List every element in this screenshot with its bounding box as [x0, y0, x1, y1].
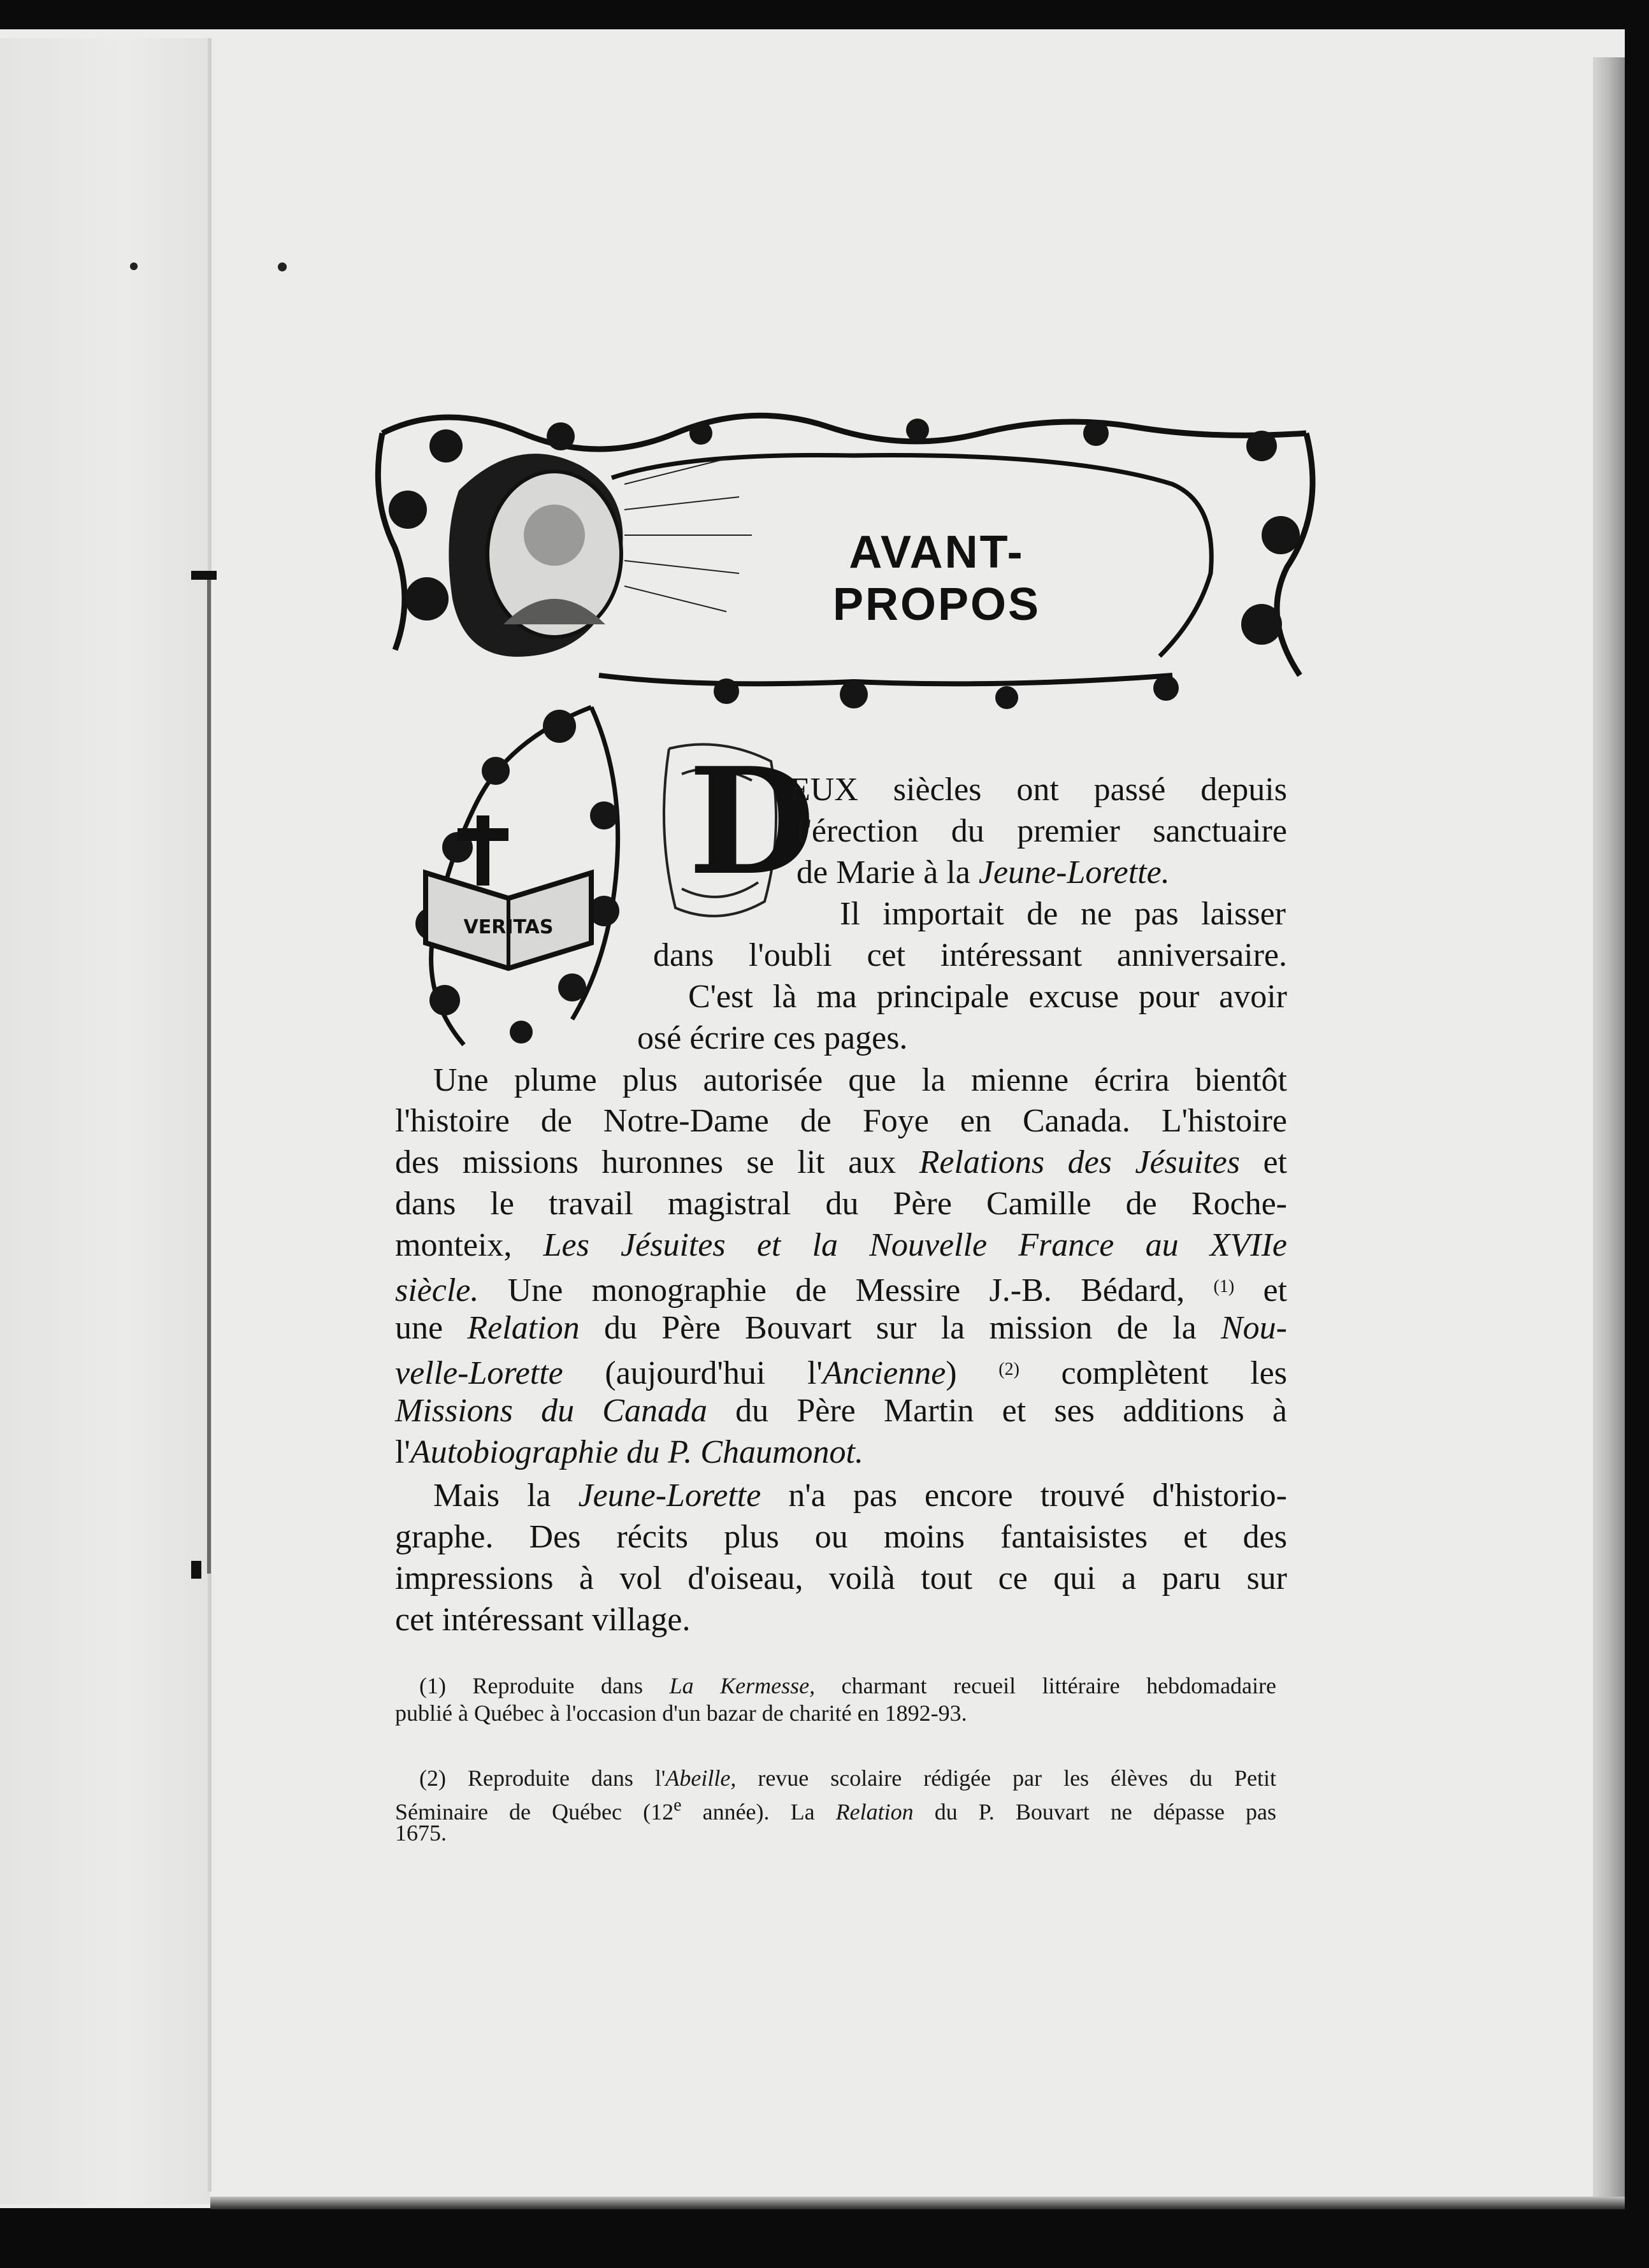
- binding-thread-top: [191, 571, 217, 580]
- paragraph-3-line-2: graphe. Des récits plus ou moins fantaisistes et des: [395, 1519, 1287, 1555]
- paragraph-2-line-6: siècle. Une monographie de Messire J.-B. Bédard, $^{(1)}$ et: [395, 1272, 1287, 1309]
- footnote-2-line-3: 1675.: [395, 1820, 447, 1846]
- book-inscription: VERITAS: [463, 916, 554, 938]
- page-title: AVANT-PROPOS: [832, 527, 1041, 630]
- binding-thread-bottom: [191, 1561, 201, 1579]
- paragraph-1-line-7: osé écrire ces pages.: [637, 1020, 908, 1056]
- speck: [130, 262, 138, 270]
- footnote-1-line-2: publié à Québec à l'occasion d'un bazar de charité en 1892-93.: [395, 1700, 967, 1726]
- vine-ornament-with-book: [381, 701, 630, 1058]
- paragraph-1-line-4: Il importait de ne pas laisser: [840, 896, 1286, 932]
- paragraph-1-line-3: de Marie à la Jeune-Lorette.: [796, 854, 1170, 891]
- binding-thread: [207, 580, 211, 1574]
- footnote-2-line-1: (2) Reproduite dans l'Abeille, revue scolaire rédigée par les élèves du Petit: [419, 1765, 1276, 1791]
- paragraph-2-line-3: des missions huronnes se lit aux Relations des Jésuites et: [395, 1144, 1287, 1181]
- page-right-edge: [1593, 57, 1625, 2204]
- paragraph-2-line-5: monteix, Les Jésuites et la Nouvelle France au XVIIe: [395, 1227, 1288, 1263]
- paragraph-2-line-8: velle-Lorette (aujourd'hui l'Ancienne) $^{(2)}$ complètent les: [395, 1355, 1287, 1391]
- paragraph-1-line-1: EUX siècles ont passé depuis: [790, 772, 1287, 808]
- footnote-2-line-2: Séminaire de Québec (12e année). La Relation du P. Bouvart ne dépasse pas: [395, 1795, 1276, 1825]
- paragraph-3-line-4: cet intéressant village.: [395, 1602, 691, 1638]
- paragraph-2-line-2: l'histoire de Notre-Dame de Foye en Canada. L'histoire: [395, 1103, 1287, 1139]
- paragraph-2-line-9: Missions du Canada du Père Martin et ses additions à: [395, 1393, 1287, 1429]
- drop-cap: D: [688, 736, 816, 908]
- paragraph-3-line-3: impressions à vol d'oiseau, voilà tout ce qui a paru sur: [395, 1560, 1287, 1597]
- paragraph-2-line-1: Une plume plus autorisée que la mienne écrira bientôt: [433, 1062, 1287, 1098]
- footnote-1-line-1: (1) Reproduite dans La Kermesse, charmant recueil littéraire hebdomadaire: [419, 1673, 1276, 1698]
- paragraph-1-line-6: C'est là ma principale excuse pour avoir: [688, 979, 1287, 1015]
- paragraph-2-line-4: dans le travail magistral du Père Camille de Roche-: [395, 1186, 1287, 1222]
- page-bottom-edge: [210, 2197, 1625, 2209]
- paragraph-2-line-10: l'Autobiographie du P. Chaumonot.: [395, 1434, 863, 1470]
- speck: [278, 262, 287, 271]
- paragraph-2-line-7: une Relation du Père Bouvart sur la mission de la Nou-: [395, 1310, 1287, 1346]
- facing-page-edge: [0, 38, 210, 2204]
- paragraph-1-line-2: l'érection du premier sanctuaire: [796, 813, 1287, 849]
- paragraph-1-line-5: dans l'oubli cet intéressant anniversaire.: [653, 937, 1287, 973]
- paragraph-3-line-1: Mais la Jeune-Lorette n'a pas encore trouvé d'historio-: [433, 1477, 1288, 1514]
